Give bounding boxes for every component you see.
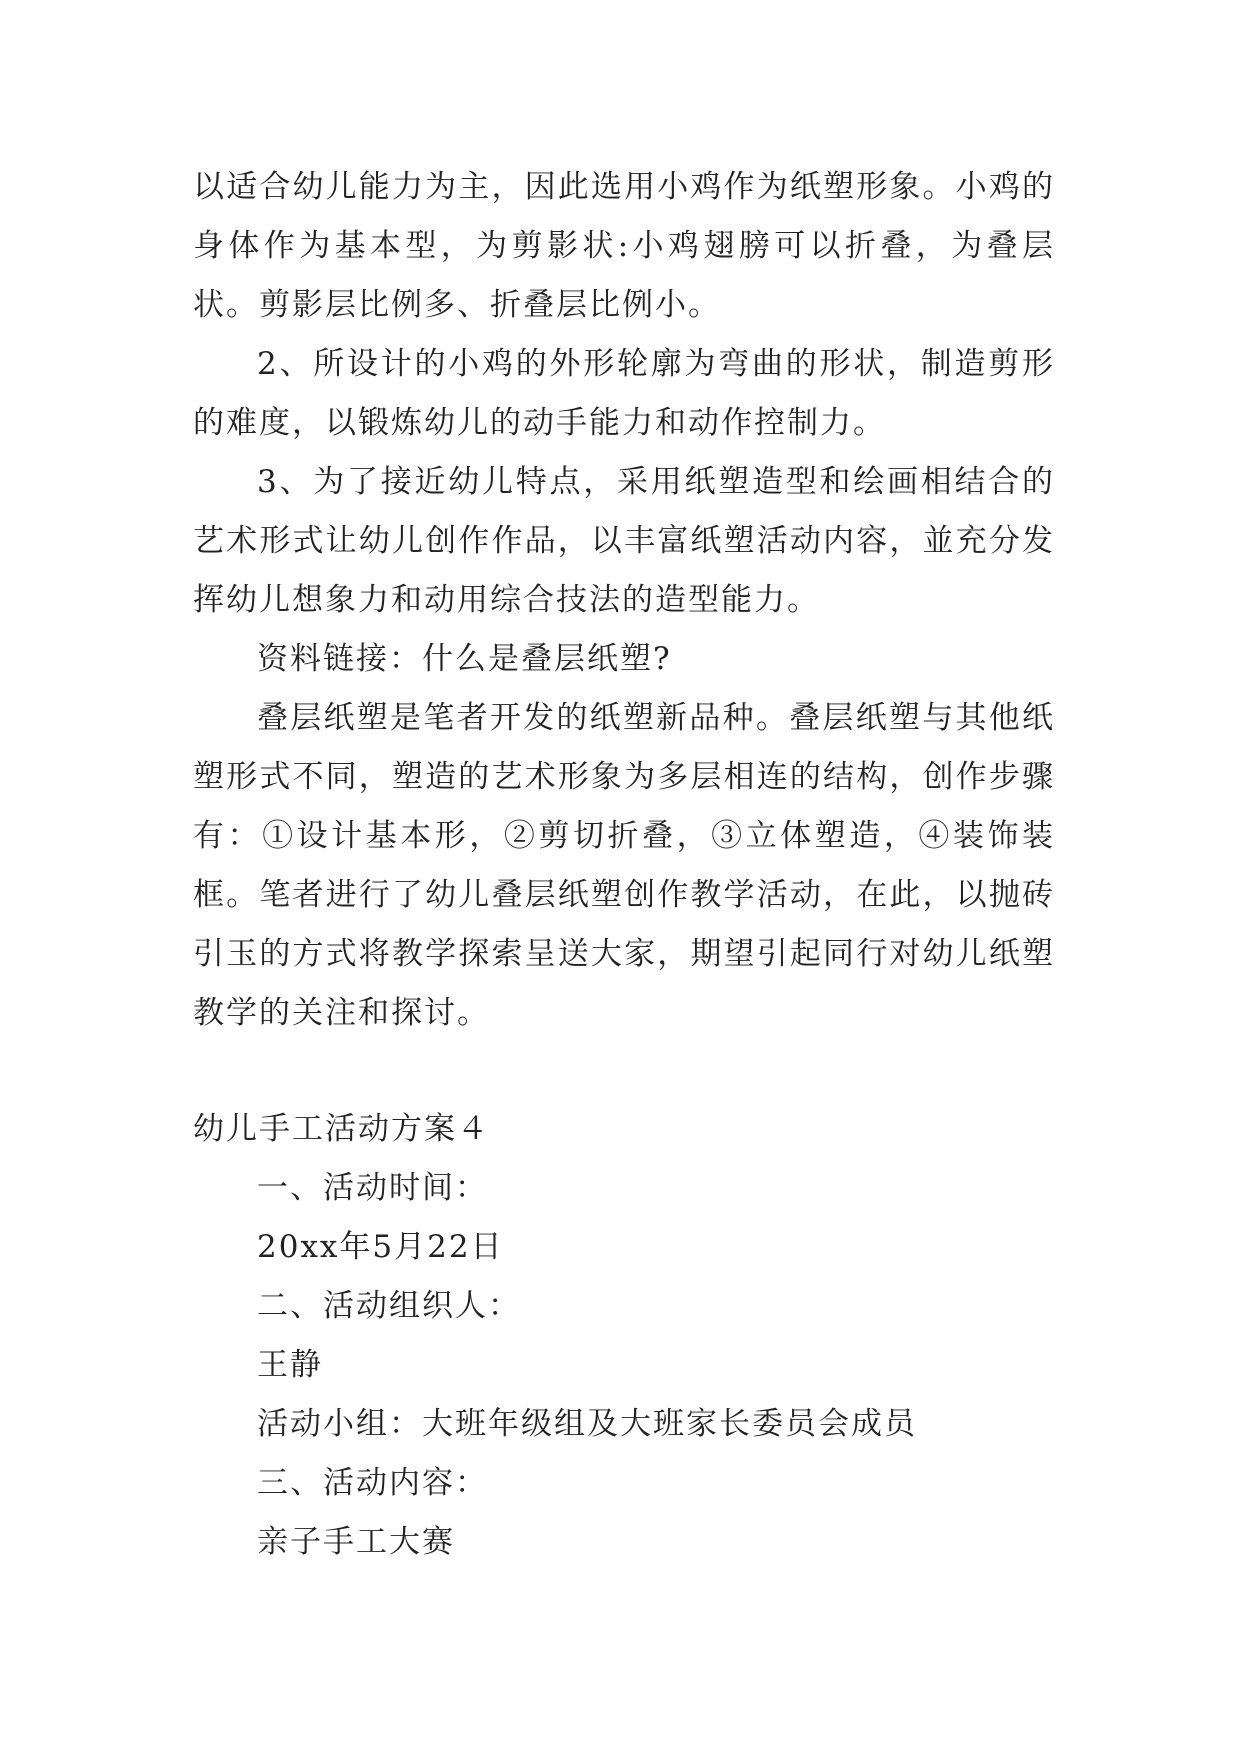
paragraph-continuation: 以适合幼儿能力为主，因此选用小鸡作为纸塑形象。小鸡的身体作为基本型，为剪影状:小鸡翅膀可以折叠，为叠层状。剪影层比例多、折叠层比例小。 — [193, 169, 1055, 323]
activity-content: 亲子手工大赛 — [257, 1524, 455, 1560]
activity-group: 活动小组：大班年级组及大班家长委员会成员 — [257, 1406, 917, 1442]
paragraph-point-2: 2、所设计的小鸡的外形轮廓为弯曲的形状，制造剪形的难度，以锻炼幼儿的动手能力和动作控制力。 — [193, 346, 1055, 441]
section-title: 幼儿手工活动方案４ — [193, 1111, 490, 1147]
activity-content-heading: 三、活动内容： — [257, 1465, 488, 1501]
organizer-heading: 二、活动组织人： — [257, 1288, 521, 1324]
activity-time-heading: 一、活动时间： — [257, 1170, 488, 1206]
organizer-name: 王静 — [257, 1347, 323, 1383]
resource-link-label: 资料链接：什么是叠层纸塑? — [257, 641, 672, 677]
document-body — [193, 158, 1055, 1572]
paragraph-point-3: 3、为了接近幼儿特点，采用纸塑造型和绘画相结合的艺术形式让幼儿创作作品，以丰富纸塑活动内容，並充分发挥幼儿想象力和动用综合技法的造型能力。 — [193, 464, 1055, 618]
paragraph-layered-paper-sculpture: 叠层纸塑是笔者开发的纸塑新品种。叠层纸塑与其他纸塑形式不同，塑造的艺术形象为多层相连的结构，创作步骤有：①设计基本形，②剪切折叠，③立体塑造，④装饰装框。笔者进行了幼儿叠层纸塑创作教学活动，在此，以抛砖引玉的方式将教学探索呈送大家，期望引起同行对幼儿纸塑教学的关注和探讨。 — [193, 700, 1055, 1031]
activity-date: 20xx年5月22日 — [257, 1229, 504, 1265]
